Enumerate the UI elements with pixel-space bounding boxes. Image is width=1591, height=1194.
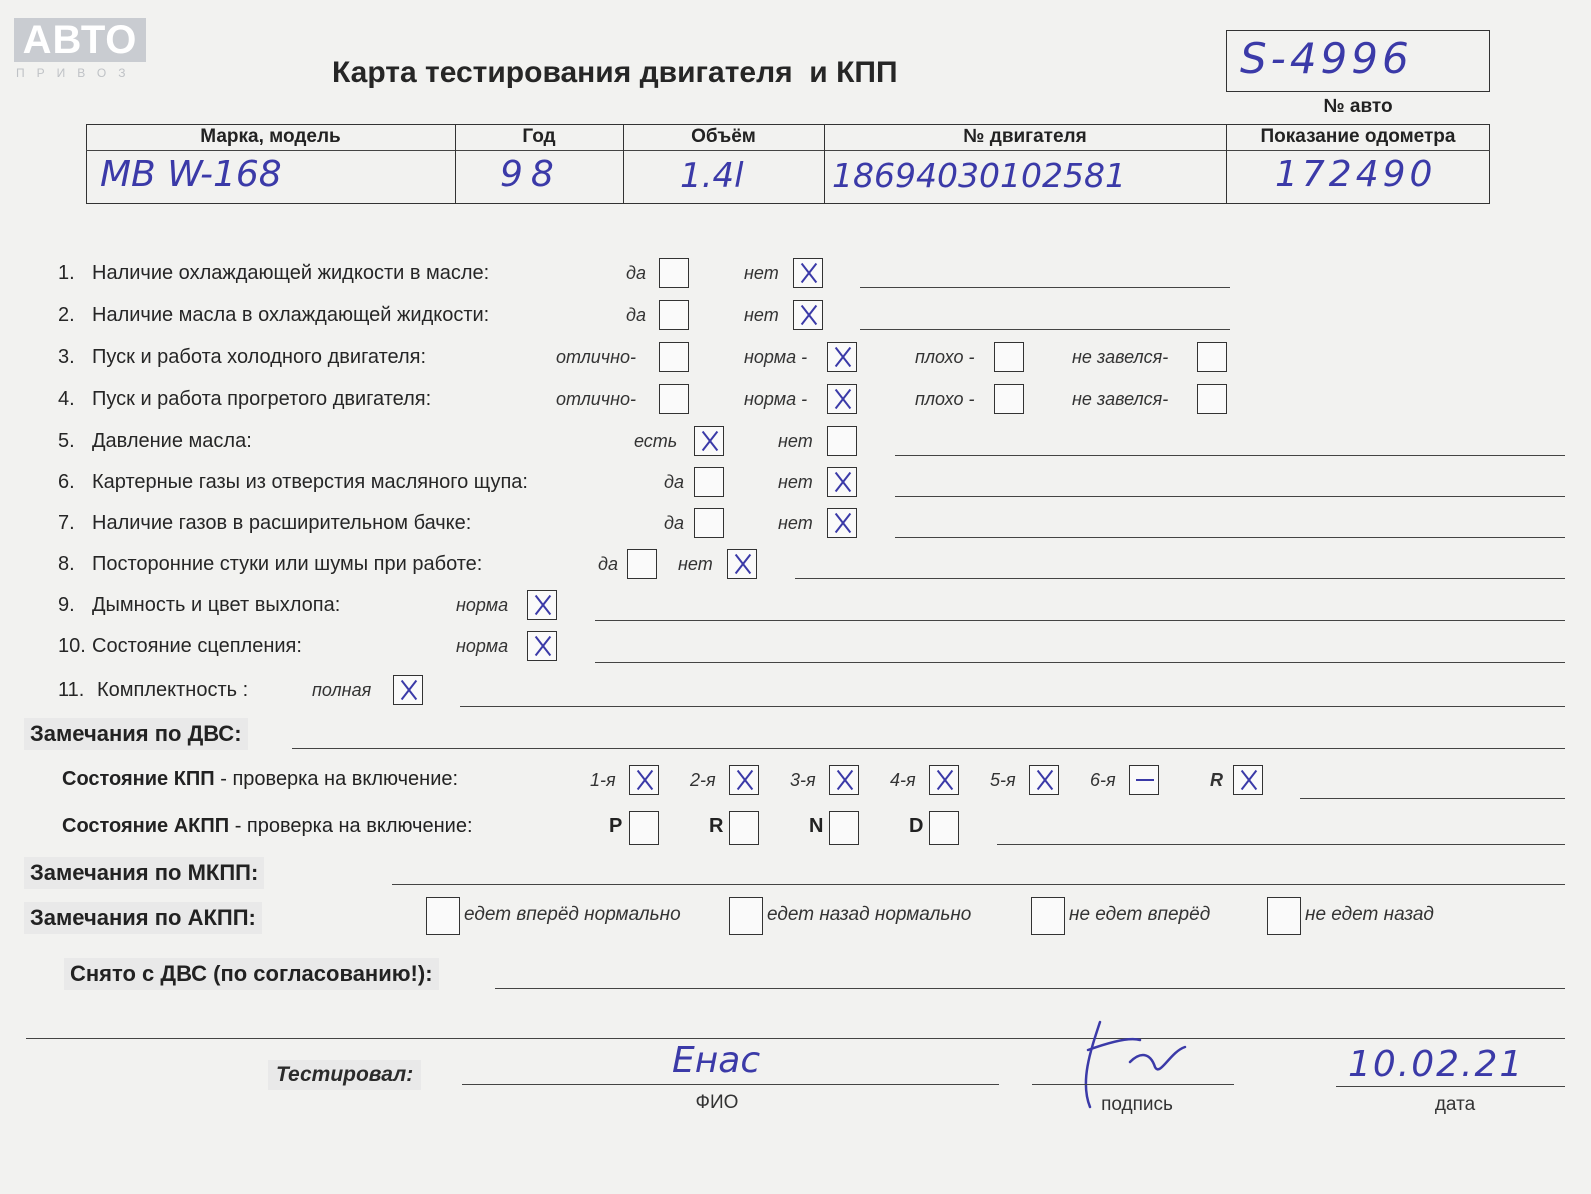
kpp-label bbox=[62, 768, 458, 791]
question-number: 11. bbox=[58, 679, 85, 701]
akpp-note-line bbox=[997, 844, 1565, 845]
note-line bbox=[895, 537, 1565, 538]
question-number: 8. bbox=[58, 553, 75, 575]
tested-label: Тестировал: bbox=[268, 1060, 421, 1090]
option-checkbox[interactable] bbox=[627, 549, 657, 579]
akpp-remark-label: не едет назад bbox=[1305, 904, 1434, 925]
option-label: норма - bbox=[744, 389, 808, 409]
question-text: Наличие масла в охлаждающей жидкости: bbox=[92, 304, 490, 326]
logo bbox=[14, 18, 149, 80]
logo-mark: АВТО bbox=[14, 18, 146, 62]
note-line bbox=[895, 455, 1565, 456]
option-checkbox-checked[interactable] bbox=[827, 467, 857, 497]
kpp-note-line bbox=[1300, 798, 1565, 799]
note-line bbox=[895, 496, 1565, 497]
gear-label: 6-я bbox=[1090, 770, 1116, 790]
option-label: норма bbox=[456, 595, 509, 615]
volume-value: 1.4l bbox=[680, 156, 744, 196]
option-checkbox[interactable] bbox=[1197, 342, 1227, 372]
akpp-mode-label: P bbox=[609, 815, 623, 837]
question-number: 4. bbox=[58, 388, 75, 410]
gear-label: 2-я bbox=[690, 770, 716, 790]
note-line bbox=[860, 287, 1230, 288]
date-caption: дата bbox=[1434, 1094, 1476, 1115]
option-checkbox[interactable] bbox=[994, 384, 1024, 414]
tester-name-value: Енас bbox=[672, 1040, 761, 1081]
question-number: 7. bbox=[58, 512, 75, 534]
akpp-remark-label: едет назад нормально bbox=[767, 904, 972, 925]
gear-checkbox-checked[interactable] bbox=[929, 765, 959, 795]
gear-label: 1-я bbox=[590, 770, 616, 790]
option-checkbox-checked[interactable] bbox=[793, 258, 823, 288]
akpp-mode-label: N bbox=[809, 815, 824, 837]
gear-label: 3-я bbox=[790, 770, 816, 790]
date-line bbox=[1336, 1086, 1565, 1087]
question-number: 3. bbox=[58, 346, 75, 368]
note-line bbox=[795, 578, 1565, 579]
option-label: нет bbox=[778, 472, 813, 492]
date-value: 10.02.21 bbox=[1348, 1044, 1525, 1085]
option-label: отлично- bbox=[556, 347, 636, 367]
option-label: да bbox=[598, 554, 618, 574]
gear-label: R bbox=[1210, 770, 1223, 790]
akpp-label bbox=[62, 815, 473, 838]
remarks-dvs-line bbox=[292, 748, 1565, 749]
option-checkbox-checked[interactable] bbox=[793, 300, 823, 330]
removed-label-bold: Снято с ДВС bbox=[70, 961, 208, 986]
option-label: норма - bbox=[744, 347, 808, 367]
car-number-value: S-4996 bbox=[1240, 34, 1413, 83]
gear-checkbox-dash[interactable] bbox=[1129, 765, 1159, 795]
removed-label bbox=[64, 958, 439, 990]
akpp-remark-label: не едет вперёд bbox=[1069, 904, 1211, 925]
signature-line bbox=[1032, 1084, 1234, 1085]
brand-label: Марка, модель bbox=[200, 126, 341, 147]
question-number: 10. bbox=[58, 635, 86, 657]
question-text: Комплектность : bbox=[97, 679, 249, 701]
option-checkbox[interactable] bbox=[827, 426, 857, 456]
akpp-label-rest: - проверка на включение: bbox=[229, 815, 473, 837]
odometer-label: Показание одометра bbox=[1260, 126, 1456, 147]
gear-checkbox-checked[interactable] bbox=[1233, 765, 1263, 795]
question-number: 9. bbox=[58, 594, 75, 616]
option-label: не завелся- bbox=[1072, 389, 1169, 409]
akpp-remark-checkbox[interactable] bbox=[426, 897, 460, 935]
option-checkbox-checked[interactable] bbox=[827, 508, 857, 538]
car-number-label: № авто bbox=[1323, 96, 1393, 117]
option-checkbox[interactable] bbox=[659, 384, 689, 414]
akpp-mode-checkbox[interactable] bbox=[929, 811, 959, 845]
option-checkbox[interactable] bbox=[659, 258, 689, 288]
option-checkbox[interactable] bbox=[659, 342, 689, 372]
year-label: Год bbox=[522, 126, 556, 147]
option-checkbox-checked[interactable] bbox=[694, 426, 724, 456]
option-checkbox-checked[interactable] bbox=[527, 590, 557, 620]
option-label: есть bbox=[634, 431, 678, 451]
option-label: отлично- bbox=[556, 389, 636, 409]
gear-checkbox-checked[interactable] bbox=[829, 765, 859, 795]
question-number: 1. bbox=[58, 262, 75, 284]
question-number: 2. bbox=[58, 304, 75, 326]
akpp-label-bold: Состояние АКПП bbox=[62, 815, 230, 837]
akpp-remark-checkbox[interactable] bbox=[1031, 897, 1065, 935]
gear-label: 4-я bbox=[890, 770, 916, 790]
akpp-mode-label: R bbox=[709, 815, 724, 837]
question-number: 6. bbox=[58, 471, 75, 493]
question-text: Дымность и цвет выхлопа: bbox=[92, 594, 341, 616]
question-text: Давление масла: bbox=[92, 430, 252, 452]
engine-number-label: № двигателя bbox=[963, 126, 1087, 147]
question-text: Посторонние стуки или шумы при работе: bbox=[92, 553, 483, 575]
option-label: нет bbox=[678, 554, 713, 574]
page-title: Карта тестирования двигателя и КПП bbox=[332, 56, 898, 89]
question-text: Наличие газов в расширительном бачке: bbox=[92, 512, 472, 534]
question-text: Картерные газы из отверстия масляного щупа: bbox=[92, 471, 528, 493]
question-text: Наличие охлаждающей жидкости в масле: bbox=[92, 262, 490, 284]
engine-number-value: 18694030102581 bbox=[832, 156, 1126, 195]
odometer-value: 172490 bbox=[1275, 154, 1437, 195]
akpp-mode-label: D bbox=[909, 815, 924, 837]
gear-checkbox-checked[interactable] bbox=[729, 765, 759, 795]
remarks-dvs-label: Замечания по ДВС: bbox=[24, 718, 248, 750]
akpp-mode-checkbox[interactable] bbox=[829, 811, 859, 845]
gear-checkbox-checked[interactable] bbox=[629, 765, 659, 795]
akpp-remark-checkbox[interactable] bbox=[1267, 897, 1301, 935]
option-checkbox-checked[interactable] bbox=[827, 384, 857, 414]
akpp-remark-checkbox[interactable] bbox=[729, 897, 763, 935]
option-checkbox[interactable] bbox=[694, 508, 724, 538]
option-checkbox-checked[interactable] bbox=[727, 549, 757, 579]
option-checkbox[interactable] bbox=[1197, 384, 1227, 414]
remarks-mkpp-line bbox=[392, 884, 1565, 885]
note-line bbox=[595, 620, 1565, 621]
note-line bbox=[460, 706, 1565, 707]
option-label: нет bbox=[744, 263, 779, 283]
volume-label: Объём bbox=[691, 126, 756, 147]
question-text: Состояние сцепления: bbox=[92, 635, 302, 657]
option-label: да bbox=[664, 472, 684, 492]
akpp-mode-checkbox[interactable] bbox=[629, 811, 659, 845]
option-label: плохо - bbox=[915, 389, 975, 409]
note-line bbox=[860, 329, 1230, 330]
gear-label: 5-я bbox=[990, 770, 1016, 790]
header-table-rule bbox=[86, 150, 1490, 151]
akpp-remark-label: едет вперёд нормально bbox=[464, 904, 681, 925]
option-label: нет bbox=[778, 513, 813, 533]
option-label: да bbox=[626, 305, 646, 325]
option-label: плохо - bbox=[915, 347, 975, 367]
option-checkbox[interactable] bbox=[994, 342, 1024, 372]
option-label: полная bbox=[312, 680, 372, 700]
option-label: да bbox=[664, 513, 684, 533]
name-line bbox=[462, 1084, 999, 1085]
option-label: норма bbox=[456, 636, 509, 656]
brand-value: MB W-168 bbox=[100, 154, 282, 195]
separator-line bbox=[26, 1038, 1565, 1039]
option-label: нет bbox=[778, 431, 813, 451]
question-text: Пуск и работа прогретого двигателя: bbox=[92, 388, 432, 410]
logo-subtitle: ПРИВОЗ bbox=[16, 66, 138, 80]
akpp-mode-checkbox[interactable] bbox=[729, 811, 759, 845]
option-checkbox-checked[interactable] bbox=[527, 631, 557, 661]
gear-checkbox-checked[interactable] bbox=[1029, 765, 1059, 795]
option-checkbox[interactable] bbox=[694, 467, 724, 497]
removed-label-rest: (по согласованию!): bbox=[207, 961, 433, 986]
name-caption: ФИО bbox=[695, 1092, 739, 1113]
signature-caption: подпись bbox=[1101, 1094, 1173, 1115]
option-checkbox-checked[interactable] bbox=[827, 342, 857, 372]
question-text: Пуск и работа холодного двигателя: bbox=[92, 346, 427, 368]
option-label: да bbox=[626, 263, 646, 283]
remarks-akpp-label: Замечания по АКПП: bbox=[24, 902, 262, 934]
year-value: 98 bbox=[500, 154, 562, 195]
kpp-label-bold: Состояние КПП bbox=[62, 768, 215, 790]
option-checkbox-checked[interactable] bbox=[393, 675, 423, 705]
question-number: 5. bbox=[58, 430, 75, 452]
removed-line bbox=[495, 988, 1565, 989]
option-label: не завелся- bbox=[1072, 347, 1169, 367]
kpp-label-rest: - проверка на включение: bbox=[214, 768, 459, 790]
option-checkbox[interactable] bbox=[659, 300, 689, 330]
note-line bbox=[595, 662, 1565, 663]
option-label: нет bbox=[744, 305, 779, 325]
remarks-mkpp-label: Замечания по МКПП: bbox=[24, 857, 264, 889]
